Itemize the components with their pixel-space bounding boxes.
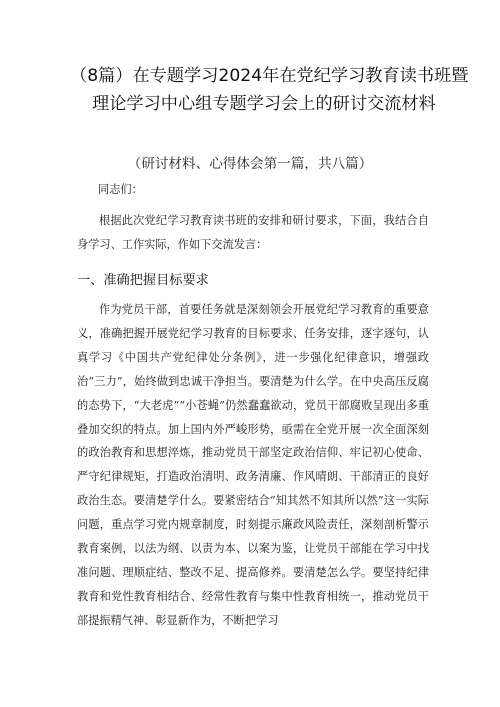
document-title-line-1: （8篇）在专题学习2024年在党纪学习教育读书班暨 <box>70 66 469 86</box>
intro-paragraph: 根据此次党纪学习教育读书班的安排和研讨要求，下面，我结合自身学习、工作实际，作如下交流发言： <box>77 214 429 251</box>
document-title-line-2: 理论学习中心组专题学习会上的研讨交流材料 <box>92 94 436 114</box>
section-body-paragraph: 作为党员干部，首要任务就是深刻领会开展党纪学习教育的重要意义，准确把握开展党纪学习教育的目标要求、任务安排，逐字逐句，认真学习《中国共产党纪律处分条例》，进一步强化纪律意识，增强政治“三力”，始终做到忠诚干净担当。要清楚为什么学。在中央高压反腐的态势下，“大老虎”“小苍蝇”仍然蠢蠢欲动，党员干部腐败呈现出多重叠加交织的特点。加上国内外严峻形势，亟需在全党开展一次全面深刻的政治教育和思想淬炼，推动党员干部坚定政治信仰、牢记初心使命、严守纪律规矩，打造政治清明、政务清廉、作风晴朗、干部清正的良好政治生态。要清楚学什么。要紧密结合“知其然不知其所以然”这一实际问题，重点学习党内规章制度，时刻提示廉政风险责任，深刻剖析警示教育案例，以法为纲、以责为本、以案为鉴，让党员干部能在学习中找准问题、理顺症结、整改不足、提高修养。要清楚怎么学。要坚持纪律教育和党性教育相结合、经常性教育与集中性教育相统一，推动党员干部提振精气神、彰显新作为，不断把学习 <box>77 303 429 627</box>
document-subtitle: （研讨材料、心得体会第一篇，共八篇） <box>127 156 373 172</box>
salutation: 同志们： <box>98 183 143 196</box>
section-heading: 一、准确把握目标要求 <box>77 273 209 288</box>
